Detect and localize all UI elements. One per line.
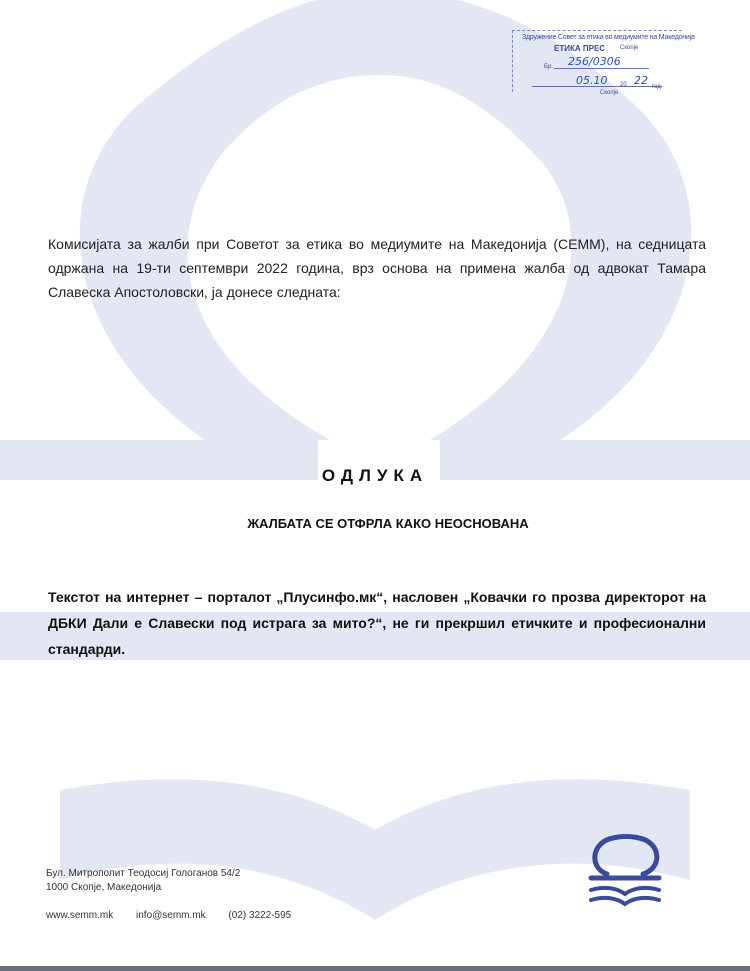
footer-address-line2: 1000 Скопје, Македонија xyxy=(46,882,162,893)
decision-heading: ЖАЛБАТА СЕ ОТФРЛА КАКО НЕОСНОВАНА xyxy=(247,516,529,531)
registration-stamp xyxy=(512,30,695,108)
stamp-border-top xyxy=(512,30,682,31)
stamp-year-prefix: 20 xyxy=(620,82,627,88)
decision-paragraph: Текстот на интернет – порталот „Плусинфо.мк“, насловен „Ковачки го прозва директорот на ДБКИ Дали е Славески под истрага за мито?“, не ги прекршил етичките и професионални стандарди. xyxy=(48,589,706,657)
stamp-border-left xyxy=(512,30,513,92)
bottom-divider-bar xyxy=(0,966,750,971)
stamp-date: 05.10 xyxy=(576,74,608,87)
stamp-year: 22 xyxy=(634,74,648,87)
stamp-name: ЕТИКА ПРЕС xyxy=(554,44,606,53)
stamp-year-suffix: год. xyxy=(652,84,663,90)
stamp-number-label: Бр. xyxy=(544,64,553,70)
footer-email-link[interactable]: info@semm.mk xyxy=(136,910,206,921)
stamp-city: Скопје xyxy=(620,45,639,51)
stamp-number-line xyxy=(554,68,649,69)
stamp-registration-number: 256/0306 xyxy=(568,55,621,68)
footer-address-line1: Бул. Митрополит Теодосиј Гологанов 54/2 xyxy=(46,868,241,879)
footer-contact xyxy=(46,910,311,921)
footer-website-link[interactable]: www.semm.mk xyxy=(46,910,114,921)
intro-paragraph: Комисијата за жалби при Советот за етика во медиумите на Македонија (СЕММ), на седницата одржана на 19-ти септември 2022 година, врз основа на примена жалба од адвокат Тамара Славеска Апостоловски, ја донесе следната: xyxy=(48,236,706,300)
stamp-city-bottom: Скопје xyxy=(600,90,619,96)
footer-phone: (02) 3222-595 xyxy=(228,910,292,921)
document-title: ОДЛУКА xyxy=(321,466,429,485)
semm-scales-logo-icon xyxy=(585,828,665,920)
stamp-date-line xyxy=(532,86,662,87)
stamp-organization: Здружение Совет за етика во медиумите на Македонија xyxy=(522,34,695,41)
